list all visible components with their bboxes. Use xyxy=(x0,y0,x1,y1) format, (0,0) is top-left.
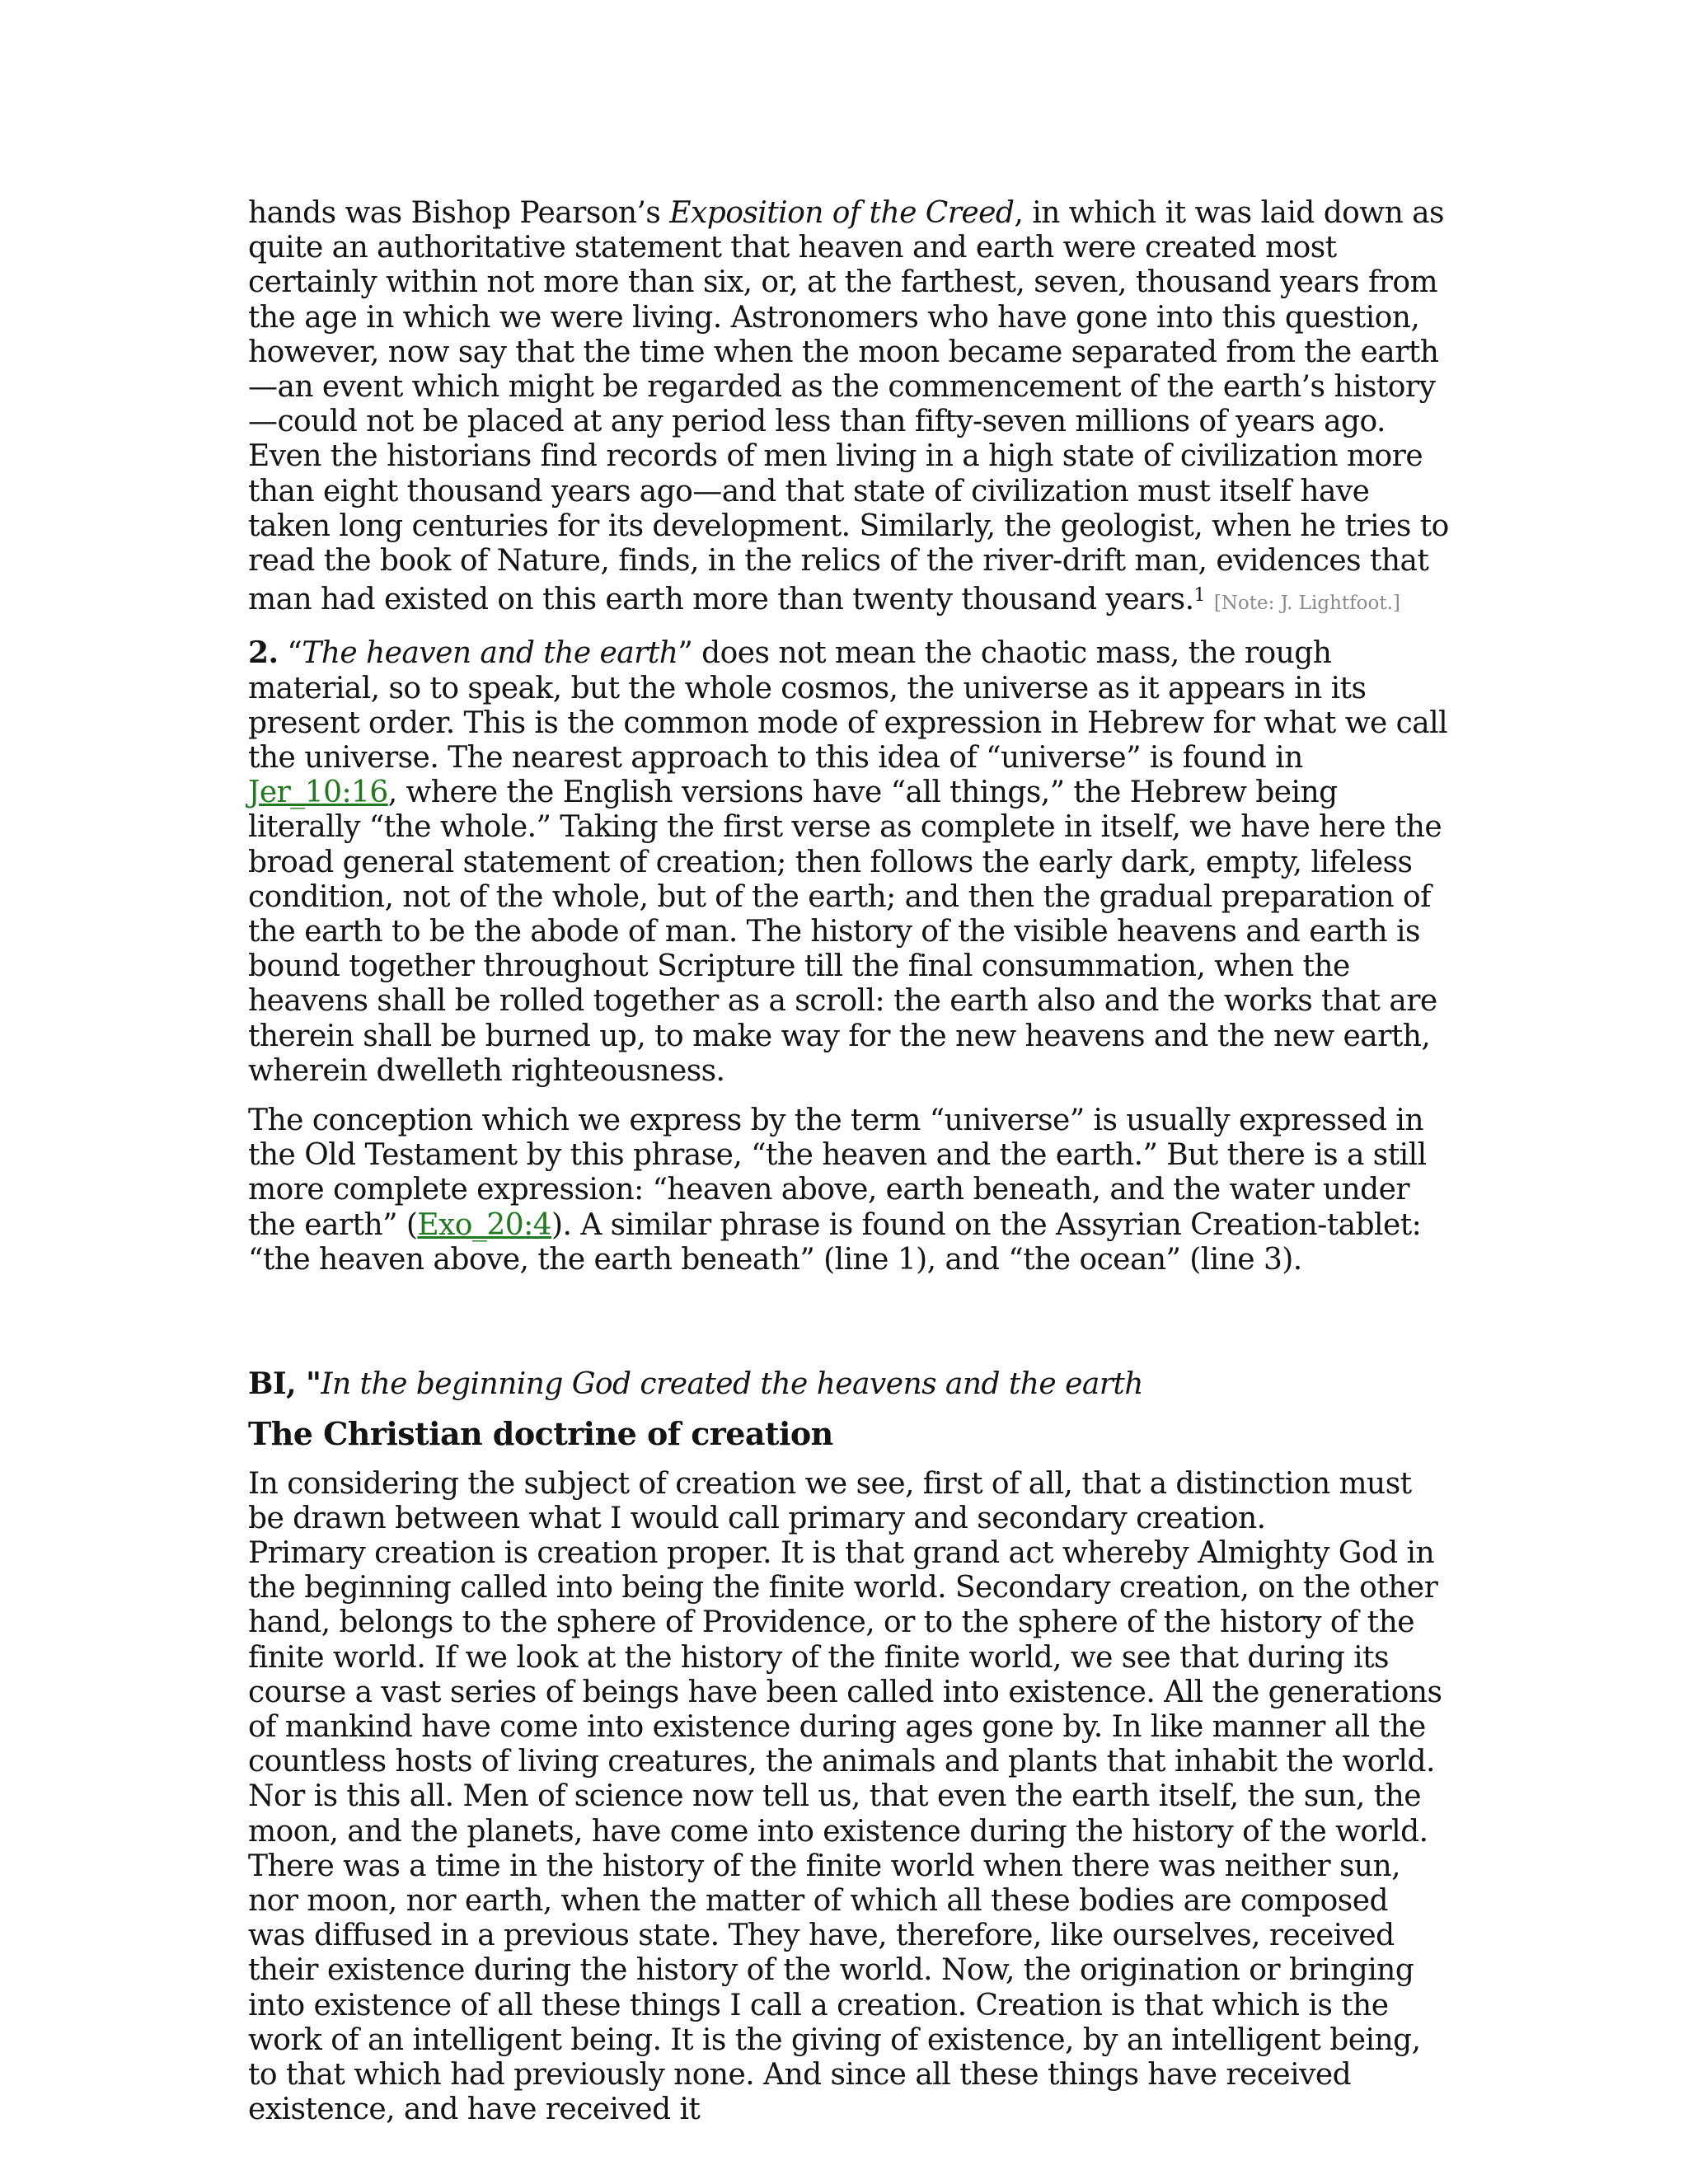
bi-label: BI, " xyxy=(248,1366,321,1402)
text: , in which it was laid down as quite an authoritative statement that heaven and earth were created most certainly within not more than six, or, at the farthest, seven, thousand years from the age in which we were living. Astronomers who have gone into this question, however, now say that the time when the moon became separated from the earth—an event which might be regarded as the commencement of the earth’s history—could not be placed at any period less than fifty-seven millions of years ago. Even the historians find records of men living in a high state of civilization more than eight thousand years ago—and that state of civilization must itself have taken long centuries for its development. Similarly, the geologist, when he tries to read the book of Nature, finds, in the relics of the river-drift man, evidences that man had existed on this earth more than twenty thousand years. xyxy=(248,196,1449,617)
text: ). A similar phrase is found on the Assyrian Creation-tablet: “the heaven above, the earth beneath” (line 1), and “the ocean” (line 3). xyxy=(248,1207,1422,1277)
text: , where the English versions have “all things,” the Hebrew being literally “the whole.” Taking the first verse as complete in itself, we have here the broad general statement of creation; then follows the early dark, empty, lifeless condition, not of the whole, but of the earth; and then the gradual preparation of the earth to be the abode of man. The history of the visible heavens and earth is bound together throughout Scripture till the final consummation, when the heavens shall be rolled together as a scroll: the earth also and the works that are therein shall be burned up, to make way for the new heavens and the new earth, wherein dwelleth righteousness. xyxy=(248,776,1442,1088)
section-heading: The Christian doctrine of creation xyxy=(248,1415,833,1453)
paragraph-primary-creation: Primary creation is creation proper. It is that grand act whereby Almighty God in the beginning called into being the finite world. Secondary creation, on the other hand, belongs to the sphere of Providence, or to the sphere of the history of the finite world. If we look at the history of the finite world, we see that during its course a vast series of beings have been called into existence. All the generations of mankind have come into existence during ages gone by. In like manner all the countless hosts of living creatures, the animals and plants that inhabit the world. Nor is this all. Men of science now tell us, that even the earth itself, the sun, the moon, and the planets, have come into existence during the history of the world. There was a time in the history of the finite world when there was neither sun, nor moon, nor earth, when the matter of which all these bodies are composed was diffused in a previous state. They have, therefore, like ourselves, received their existence during the history of the world. Now, the origination or bringing into existence of all these things I call a creation. Creation is that which is the work of an intelligent being. It is the giving of existence, by an intelligent being, to that which had previously none. And since all these things have received existence, and have received it xyxy=(248,1535,1442,2127)
footnote-marker[interactable]: 1 xyxy=(1193,585,1205,607)
text: hands was Bishop Pearson’s xyxy=(248,196,670,230)
paragraph-distinction: In considering the subject of creation we see, first of all, that a distinction must be drawn between what I would call primary and secondary creation. xyxy=(248,1466,1412,1535)
bi-text: In the beginning God created the heavens and the earth xyxy=(321,1367,1143,1402)
bi-heading xyxy=(248,1366,1451,1402)
paragraph-heaven-earth xyxy=(248,635,1451,1089)
phrase: The heaven and the earth xyxy=(302,636,678,671)
text: ” does not mean the chaotic mass, the rough material, so to speak, but the whole cosmos, the universe as it appears in its present order. This is the common mode of expression in Hebrew for what we call the universe. The nearest approach to this idea of “universe” is found in xyxy=(248,636,1448,776)
text: The conception which we express by the term “universe” is usually expressed in the Old Testament by this phrase, “the heaven and the earth.” But there is a still more complete expression: “heaven above, earth beneath, and the water under the earth” ( xyxy=(248,1104,1427,1242)
paragraph-universe xyxy=(248,1104,1451,1277)
paragraph-pearson xyxy=(248,196,1451,621)
text: “ xyxy=(278,636,302,671)
scripture-link-exo[interactable]: Exo_20:4 xyxy=(417,1207,552,1242)
verse-number: 2. xyxy=(248,635,279,671)
book-title: Exposition of the Creed xyxy=(669,196,1015,230)
scripture-link-jer[interactable]: Jer_10:16 xyxy=(248,776,388,810)
footnote-note: [Note: J. Lightfoot.] xyxy=(1213,593,1400,615)
document-page xyxy=(248,196,1451,2127)
